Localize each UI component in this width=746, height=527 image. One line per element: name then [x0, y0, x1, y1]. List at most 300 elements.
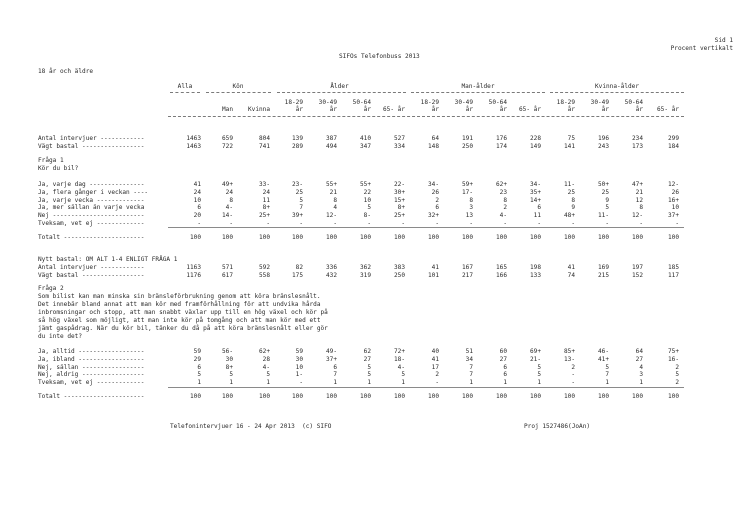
q2-row-value: 62+	[258, 348, 270, 355]
q1-row-value: 25+	[258, 212, 270, 220]
q1-row-value: 55+	[325, 181, 337, 188]
q1-title: Fråga 1	[38, 157, 64, 164]
q2-row-value: 5	[229, 371, 233, 379]
q1-row-value: 6	[197, 204, 201, 212]
q1-row-value: 5	[299, 196, 303, 204]
base-row-value: 174	[495, 143, 507, 150]
group-rule	[550, 92, 684, 93]
q2-total-value: 100	[325, 393, 337, 400]
q1-row-value: 11-	[563, 181, 575, 188]
column-header-line1: 18-29	[284, 99, 303, 106]
q1-row-value: 26	[671, 188, 679, 196]
q1-row-value: -	[229, 220, 233, 227]
q2-row-value: 5	[367, 371, 371, 379]
column-header-line2: år	[363, 106, 371, 113]
base2-row-value: 198	[529, 264, 541, 271]
q1-row-value: 2	[435, 196, 439, 204]
q2-total-value: 100	[291, 393, 303, 400]
q2-row-value: 4-	[262, 363, 270, 371]
q1-row-value: 25+	[393, 212, 405, 220]
q1-row-value: 17-	[461, 188, 473, 196]
q2-row-value: 1	[197, 379, 201, 387]
q1-row-value: 37+	[667, 212, 679, 220]
group-rule	[277, 92, 406, 93]
base2-row-value: 319	[359, 272, 371, 279]
q1-row-value: 41	[193, 181, 201, 188]
q2-row-value: 27	[635, 355, 643, 363]
base2-row-value: 82	[295, 264, 303, 271]
q2-row-value: 7	[469, 371, 473, 379]
q2-row-value: 7	[469, 363, 473, 371]
column-header-line1: 30-49	[590, 99, 609, 106]
q1-row-value: 5	[605, 204, 609, 212]
q1-total-rule	[168, 227, 684, 228]
q2-text-line: jämt gaspådrag. När du kör bil, tänker du då på att köra bränslesnålt eller gör	[38, 325, 328, 332]
q1-row-value: 49+	[221, 181, 233, 188]
q1-row-value: 11	[533, 212, 541, 220]
base2-row-value: 41	[567, 264, 575, 271]
q2-row-value: 64	[635, 348, 643, 355]
base-row-value: 741	[258, 143, 270, 150]
q1-total-value: 100	[461, 234, 473, 241]
base-row-value: 64	[431, 135, 439, 142]
q1-row-value: 2	[503, 204, 507, 212]
report-title: SIFOs Telefonbuss 2013	[339, 53, 420, 60]
q1-row-value: 39+	[291, 212, 303, 220]
base-row-value: 149	[529, 143, 541, 150]
q2-total-value: 100	[359, 393, 371, 400]
q2-row-value: 16-	[667, 355, 679, 363]
q2-total-value: 100	[427, 393, 439, 400]
base2-row-value: 250	[393, 272, 405, 279]
q1-row-label: Ja, flera gånger i veckan ----	[38, 188, 149, 196]
q1-row-value: 6	[537, 204, 541, 212]
q1-row-value: -	[367, 220, 371, 227]
base2-row-value: 133	[529, 272, 541, 279]
group-alder: Ålder	[330, 83, 349, 90]
q1-row-value: 33-	[258, 181, 270, 188]
q2-row-value: 5	[401, 371, 405, 379]
q1-total-value: 100	[221, 234, 233, 241]
q2-total-value: 100	[597, 393, 609, 400]
base2-row-value: 1176	[186, 272, 201, 279]
group-rule	[170, 92, 200, 93]
q2-row-value: -	[299, 379, 303, 387]
q1-row-value: -	[537, 220, 541, 227]
q2-total-value: 100	[667, 393, 679, 400]
q2-total-value: 100	[393, 393, 405, 400]
q1-total-value: 100	[529, 234, 541, 241]
q1-row-value: 20	[193, 212, 201, 220]
q2-row-value: 18-	[393, 355, 405, 363]
q2-total-value: 100	[189, 393, 201, 400]
q1-total-value: 100	[563, 234, 575, 241]
column-header-line2: år	[431, 106, 439, 113]
base-row-label: Vägt bastal -----------------	[38, 143, 145, 150]
q1-total-value: 100	[359, 234, 371, 241]
q1-row-value: -	[435, 220, 439, 227]
q1-row-value: 4	[333, 204, 337, 212]
q2-row-value: 59	[295, 348, 303, 355]
column-header-line2: år	[635, 106, 643, 113]
q2-row-value: 6	[197, 363, 201, 371]
q1-row-value: 12-	[325, 212, 337, 220]
base2-row-value: 117	[667, 272, 679, 279]
q2-row-value: 5	[197, 371, 201, 379]
population-label: 18 år och äldre	[38, 68, 94, 75]
percent-label: Procent vertikalt	[670, 45, 733, 52]
q2-total-rule	[168, 387, 684, 388]
base-row-value: 148	[427, 143, 439, 150]
q2-text-line: Det innebär bland annat att man kör med framförhållning för att undvika hårda	[38, 301, 321, 308]
q1-row-value: 23-	[291, 181, 303, 188]
header-rule	[168, 116, 684, 117]
q1-row-value: 4-	[225, 204, 233, 212]
q2-row-value: 21-	[529, 355, 541, 363]
q1-row-value: 12-	[667, 181, 679, 188]
base2-row-label: Antal intervjuer ------------	[38, 264, 145, 271]
column-header-line1: 50-64	[352, 99, 371, 106]
column-header-line1: 30-49	[318, 99, 337, 106]
q1-row-value: -	[503, 220, 507, 227]
q1-row-value: 23	[499, 188, 507, 196]
base2-row-value: 152	[631, 272, 643, 279]
q2-row-value: 1	[333, 379, 337, 387]
q2-row-value: 34	[465, 355, 473, 363]
q1-row-value: 22	[363, 188, 371, 196]
base2-row-value: 215	[597, 272, 609, 279]
q2-total-label: Totalt ----------------------	[38, 393, 145, 400]
q1-row-value: 34-	[529, 181, 541, 188]
q1-row-value: 26	[431, 188, 439, 196]
base2-row-value: 197	[631, 264, 643, 271]
q1-row-value: 6	[435, 204, 439, 212]
base-row-value: 722	[221, 143, 233, 150]
base2-row-value: 175	[291, 272, 303, 279]
q2-row-value: 1	[401, 379, 405, 387]
q2-row-value: 13-	[563, 355, 575, 363]
q2-row-value: 5	[537, 371, 541, 379]
base-row-value: 1463	[186, 143, 201, 150]
q2-row-value: 41	[431, 355, 439, 363]
q1-row-value: 14+	[529, 196, 541, 204]
q2-row-value: 5	[266, 371, 270, 379]
q1-row-value: 7	[299, 204, 303, 212]
q1-total-value: 100	[667, 234, 679, 241]
base-row-value: 1463	[186, 135, 201, 142]
q2-row-value: 6	[503, 371, 507, 379]
q2-row-value: 69+	[529, 348, 541, 355]
q2-row-value: 1	[469, 379, 473, 387]
q2-row-value: 6	[333, 363, 337, 371]
column-header-line2: Kvinna	[247, 106, 270, 113]
q1-row-value: 59+	[461, 181, 473, 188]
q2-row-value: 8+	[225, 363, 233, 371]
q1-row-value: -	[571, 220, 575, 227]
base2-row-value: 336	[325, 264, 337, 271]
q2-row-value: 4-	[397, 363, 405, 371]
q2-row-value: 59	[193, 348, 201, 355]
footer-right: Proj 1527486(JoAn)	[524, 423, 591, 430]
q2-row-value: 30	[295, 355, 303, 363]
q1-row-value: 25	[295, 188, 303, 196]
q2-title: Fråga 2	[38, 285, 64, 292]
q2-row-value: 5	[537, 363, 541, 371]
q2-row-value: 72+	[393, 348, 405, 355]
q2-text-line: Som bilist kan man minska sin bränsleförbrukning genom att köra bränslesnålt.	[38, 293, 321, 300]
q1-row-value: 24	[225, 188, 233, 196]
q2-row-value: 1	[367, 379, 371, 387]
base-row-value: 191	[461, 135, 473, 142]
q2-row-label: Tveksam, vet ej -------------	[38, 379, 145, 387]
q2-row-value: 5	[675, 371, 679, 379]
q2-row-value: 30	[225, 355, 233, 363]
q1-row-value: 21	[635, 188, 643, 196]
q1-row-value: -	[197, 220, 201, 227]
q1-row-value: 55+	[359, 181, 371, 188]
q1-row-value: 8-	[363, 212, 371, 220]
q2-row-value: 56-	[221, 348, 233, 355]
base2-row-value: 74	[567, 272, 575, 279]
q2-row-value: 2	[571, 363, 575, 371]
q1-row-value: 8	[229, 196, 233, 204]
column-header-line1: 50-64	[488, 99, 507, 106]
q1-row-value: 50+	[597, 181, 609, 188]
q2-row-value: 1	[605, 379, 609, 387]
q1-total-value: 100	[325, 234, 337, 241]
q2-row-value: 29	[193, 355, 201, 363]
base-row-value: 387	[325, 135, 337, 142]
base-row-value: 75	[567, 135, 575, 142]
q2-text-line: du inte det?	[38, 333, 83, 340]
column-header-line2: 65- år	[382, 106, 405, 113]
q1-row-value: 11-	[597, 212, 609, 220]
q1-row-value: 5	[367, 204, 371, 212]
q1-row-value: 8+	[397, 204, 405, 212]
base2-row-value: 558	[258, 272, 270, 279]
q1-row-value: -	[639, 220, 643, 227]
q2-row-value: 1	[229, 379, 233, 387]
base-row-value: 250	[461, 143, 473, 150]
q1-row-value: 25	[567, 188, 575, 196]
q2-row-value: 40	[431, 348, 439, 355]
q1-row-value: -	[333, 220, 337, 227]
q1-row-value: 8	[639, 204, 643, 212]
q1-row-value: 8	[503, 196, 507, 204]
q1-row-value: -	[401, 220, 405, 227]
q2-row-value: 1	[266, 379, 270, 387]
q1-row-value: 8	[333, 196, 337, 204]
base-row-value: 228	[529, 135, 541, 142]
q1-row-value: 35+	[529, 188, 541, 196]
base-row-value: 196	[597, 135, 609, 142]
q1-row-value: 9	[571, 204, 575, 212]
column-header-line2: år	[295, 106, 303, 113]
base2-row-value: 101	[427, 272, 439, 279]
q1-row-value: 24	[262, 188, 270, 196]
q2-row-value: 5	[367, 363, 371, 371]
base-row-value: 141	[563, 143, 575, 150]
base-row-value: 299	[667, 135, 679, 142]
q2-total-value: 100	[529, 393, 541, 400]
column-header-line1: 50-64	[624, 99, 643, 106]
base2-row-value: 169	[597, 264, 609, 271]
page-number: Sid 1	[714, 37, 733, 44]
q1-row-value: -	[469, 220, 473, 227]
base-row-value: 334	[393, 143, 405, 150]
q2-total-value: 100	[461, 393, 473, 400]
q2-row-value: 4	[639, 363, 643, 371]
q1-row-value: 8	[571, 196, 575, 204]
base-row-value: 804	[258, 135, 270, 142]
group-rule	[411, 92, 545, 93]
column-header-line2: 65- år	[656, 106, 679, 113]
base-row-value: 173	[631, 143, 643, 150]
q2-row-value: 3	[639, 371, 643, 379]
q2-row-value: 2	[675, 363, 679, 371]
base-row-value: 176	[495, 135, 507, 142]
q2-text-line: så hög växel som möjligt, att man inte kör på tomgång och att man kör med ett	[38, 317, 321, 324]
q1-total-value: 100	[631, 234, 643, 241]
base2-row-value: 571	[221, 264, 233, 271]
q1-total-value: 100	[291, 234, 303, 241]
q1-row-value: 11	[262, 196, 270, 204]
q2-total-value: 100	[631, 393, 643, 400]
q2-row-value: 51	[465, 348, 473, 355]
q2-row-value: 85+	[563, 348, 575, 355]
column-header-line2: år	[329, 106, 337, 113]
base-row-value: 494	[325, 143, 337, 150]
base2-row-label: Vägt bastal -----------------	[38, 272, 145, 279]
q1-row-value: 48+	[563, 212, 575, 220]
base2-row-value: 362	[359, 264, 371, 271]
q1-row-value: 24	[193, 188, 201, 196]
q2-row-value: 27	[499, 355, 507, 363]
q1-row-value: 62+	[495, 181, 507, 188]
q2-row-label: Nej, aldrig -----------------	[38, 371, 145, 379]
q1-row-label: Tveksam, vet ej -------------	[38, 220, 145, 227]
q1-row-label: Nej -------------------------	[38, 212, 145, 220]
q1-row-value: 12-	[631, 212, 643, 220]
base-row-value: 139	[291, 135, 303, 142]
q1-row-value: 22-	[393, 181, 405, 188]
base2-row-value: 432	[325, 272, 337, 279]
base2-row-value: 383	[393, 264, 405, 271]
group-rule	[206, 92, 271, 93]
base2-row-value: 1163	[186, 264, 201, 271]
q2-row-value: 5	[605, 363, 609, 371]
base-row-label: Antal intervjuer ------------	[38, 135, 145, 142]
column-header-line2: år	[567, 106, 575, 113]
base-row-value: 410	[359, 135, 371, 142]
q1-text: Kör du bil?	[38, 165, 79, 172]
q1-row-value: 32+	[427, 212, 439, 220]
q2-total-value: 100	[495, 393, 507, 400]
column-header-line1: 18-29	[420, 99, 439, 106]
q2-row-label: Ja, ibland ------------------	[38, 355, 145, 363]
group-alla: Alla	[177, 83, 193, 90]
base2-row-value: 166	[495, 272, 507, 279]
q2-row-value: 1	[503, 379, 507, 387]
q1-row-value: 21	[329, 188, 337, 196]
q2-row-value: 2	[675, 379, 679, 387]
q1-row-label: Ja, varje dag ---------------	[38, 181, 145, 188]
base2-row-value: 185	[667, 264, 679, 271]
q1-row-value: 10	[193, 196, 201, 204]
q1-row-value: 4-	[499, 212, 507, 220]
q2-text-line: inbromsningar och stopp, att man snabbt växlar upp till en hög växel och kör på	[38, 309, 328, 316]
q2-row-value: -	[571, 379, 575, 387]
q1-row-value: 12	[635, 196, 643, 204]
base-row-value: 234	[631, 135, 643, 142]
q1-row-value: -	[675, 220, 679, 227]
q2-row-label: Nej, sällan -----------------	[38, 363, 145, 371]
q2-row-value: 7	[605, 371, 609, 379]
column-header-line2: år	[465, 106, 473, 113]
q1-row-value: -	[299, 220, 303, 227]
q2-row-value: 1	[639, 379, 643, 387]
q1-row-value: 8+	[262, 204, 270, 212]
q1-row-label: Ja, varje vecka -------------	[38, 196, 145, 204]
q2-row-value: 7	[333, 371, 337, 379]
q1-row-value: -	[266, 220, 270, 227]
column-header-line2: år	[499, 106, 507, 113]
base-row-value: 289	[291, 143, 303, 150]
q2-row-value: 60	[499, 348, 507, 355]
q2-row-value: 28	[262, 355, 270, 363]
base2-row-value: 165	[495, 264, 507, 271]
q1-row-value: 15+	[393, 196, 405, 204]
base-row-value: 243	[597, 143, 609, 150]
q2-row-value: 41+	[597, 355, 609, 363]
q1-total-label: Totalt ----------------------	[38, 234, 145, 241]
q1-row-value: 9	[605, 196, 609, 204]
q1-total-value: 100	[597, 234, 609, 241]
q1-row-value: 13	[465, 212, 473, 220]
q1-total-value: 100	[393, 234, 405, 241]
q2-row-label: Ja, alltid ------------------	[38, 348, 145, 355]
q2-row-value: 6	[503, 363, 507, 371]
column-header-line2: 65- år	[518, 106, 541, 113]
q2-row-value: 10	[295, 363, 303, 371]
base2-row-value: 592	[258, 264, 270, 271]
q1-row-value: 10	[671, 204, 679, 212]
q2-row-value: 62	[363, 348, 371, 355]
q1-row-label: Ja, mer sällan än varje vecka	[38, 204, 145, 212]
q2-row-value: 2	[435, 371, 439, 379]
q1-row-value: 30+	[393, 188, 405, 196]
q1-row-value: 47+	[631, 181, 643, 188]
q2-total-value: 100	[221, 393, 233, 400]
q2-row-value: 1	[537, 379, 541, 387]
q1-row-value: 8	[469, 196, 473, 204]
q2-row-value: 46-	[597, 348, 609, 355]
base2-row-value: 41	[431, 264, 439, 271]
q1-row-value: 16+	[667, 196, 679, 204]
base-row-value: 527	[393, 135, 405, 142]
q2-row-value: 1-	[295, 371, 303, 379]
column-header-line2: Man	[221, 106, 233, 113]
q1-total-value: 100	[495, 234, 507, 241]
group-man-alder: Man-ålder	[461, 83, 495, 90]
q2-row-value: 49-	[325, 348, 337, 355]
footer-left: Telefonintervjuer 16 - 24 Apr 2013 (c) SIFO	[170, 423, 332, 430]
q2-row-value: 17	[431, 363, 439, 371]
base-row-value: 184	[667, 143, 679, 150]
q1-row-value: 3	[469, 204, 473, 212]
q2-row-value: -	[571, 371, 575, 379]
q1-row-value: 14-	[221, 212, 233, 220]
